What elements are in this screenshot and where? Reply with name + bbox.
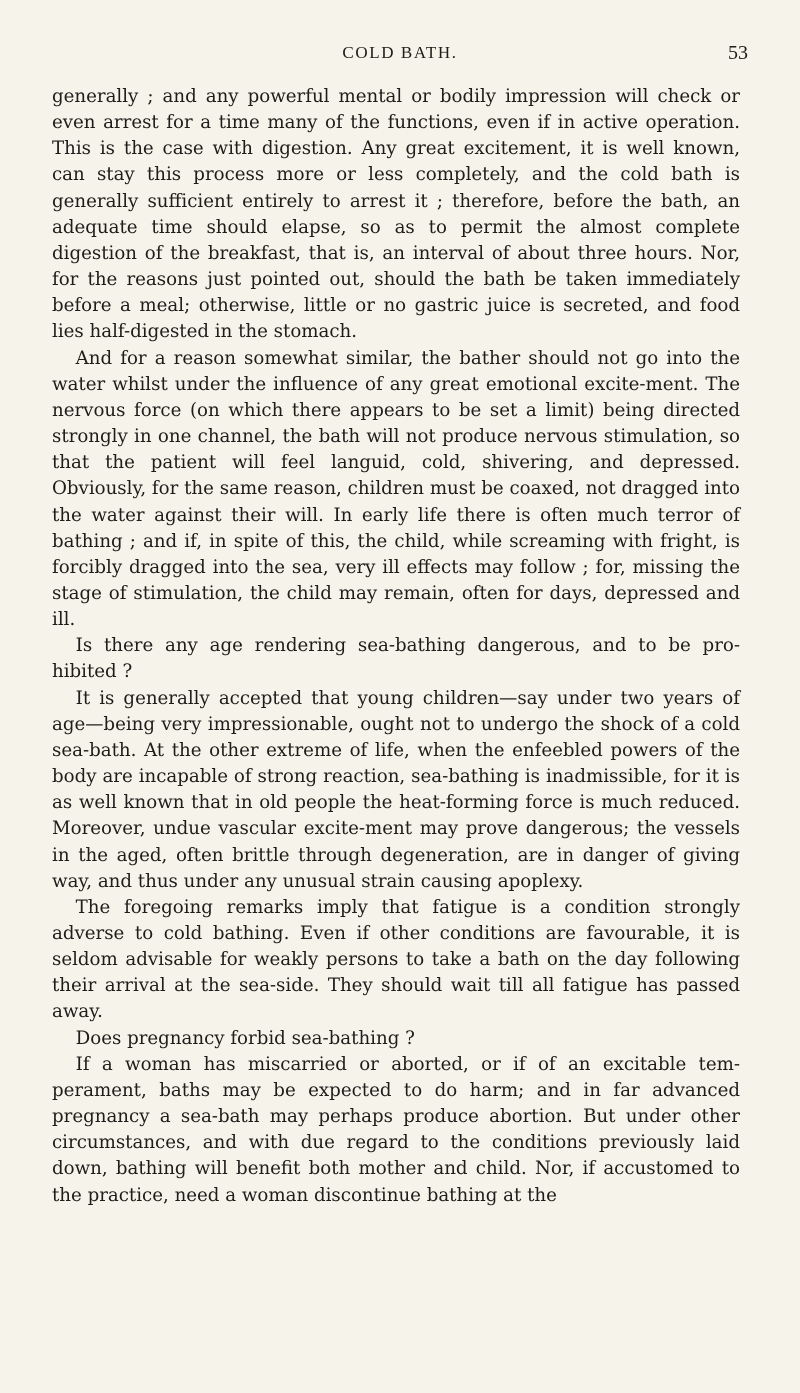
paragraph-age: It is generally accepted that young children—say under two years of age—being very impressionable, ought not to undergo the shock of a cold sea-bath. At the other extreme of life, when the enfeebled powers of the body are incapable of strong reaction, sea-bathing is inadmissible, for it is as well known that in old people the heat-forming force is much reduced. Moreover, undue vascular excite-ment may prove dangerous; the vessels in the aged, often brittle through degeneration, are in danger of giving way, and thus under any unusual strain causing apoplexy. [52, 687, 740, 892]
running-title: COLD BATH. [342, 43, 458, 62]
paragraph-digestion: generally ; and any powerful mental or bodily impression will check or even arrest for a time many of the functions, even if in active operation. This is the case with digestion. Any great excitement, it is well known, can stay this process more or less completely, and the cold bath is generally sufficient entirely to arrest it ; therefore, before the bath, an adequate time should elapse, so as to permit the almost complete digestion of the breakfast, that is, an interval of about three hours. Nor, for the reasons just pointed out, should the bath be taken immediately before a meal; otherwise, little or no gastric juice is secreted, and food lies half-digested in the stomach. [52, 86, 740, 343]
page-number: 53 [728, 42, 748, 64]
running-head [52, 42, 748, 64]
paragraph-pregnancy: If a woman has miscarried or aborted, or if of an excitable tem-perament, baths may be expected to do harm; and in far advanced pregnancy a sea-bath may perhaps produce abortion. But under other circumstances, and with due regard to the conditions previously laid down, bathing will benefit both mother and child. Nor, if accustomed to the practice, need a woman discontinue bathing at the [52, 1053, 740, 1206]
paragraph-fatigue: The foregoing remarks imply that fatigue is a condition strongly adverse to cold bathing. Even if other conditions are favourable, it is seldom advisable for weakly persons to take a bath on the day following their arrival at the sea-side. They should wait till all fatigue has passed away. [52, 896, 740, 1023]
question-age: Is there any age rendering sea-bathing dangerous, and to be pro-hibited ? [52, 635, 740, 683]
body-text [52, 84, 740, 1209]
paragraph-emotional-excitement: And for a reason somewhat similar, the bather should not go into the water whilst under the influence of any great emotional excite-ment. The nervous force (on which there appears to be set a limit) being directed strongly in one channel, the bath will not produce nervous stimulation, so that the patient will feel languid, cold, shivering, and depressed. Obviously, for the same reason, children must be coaxed, not dragged into the water against their will. In early life there is often much terror of bathing ; and if, in spite of this, the child, while screaming with fright, is forcibly dragged into the sea, very ill effects may follow ; for, missing the stage of stimulation, the child may remain, often for days, depressed and ill. [52, 347, 740, 631]
question-pregnancy: Does pregnancy forbid sea-bathing ? [75, 1027, 415, 1049]
